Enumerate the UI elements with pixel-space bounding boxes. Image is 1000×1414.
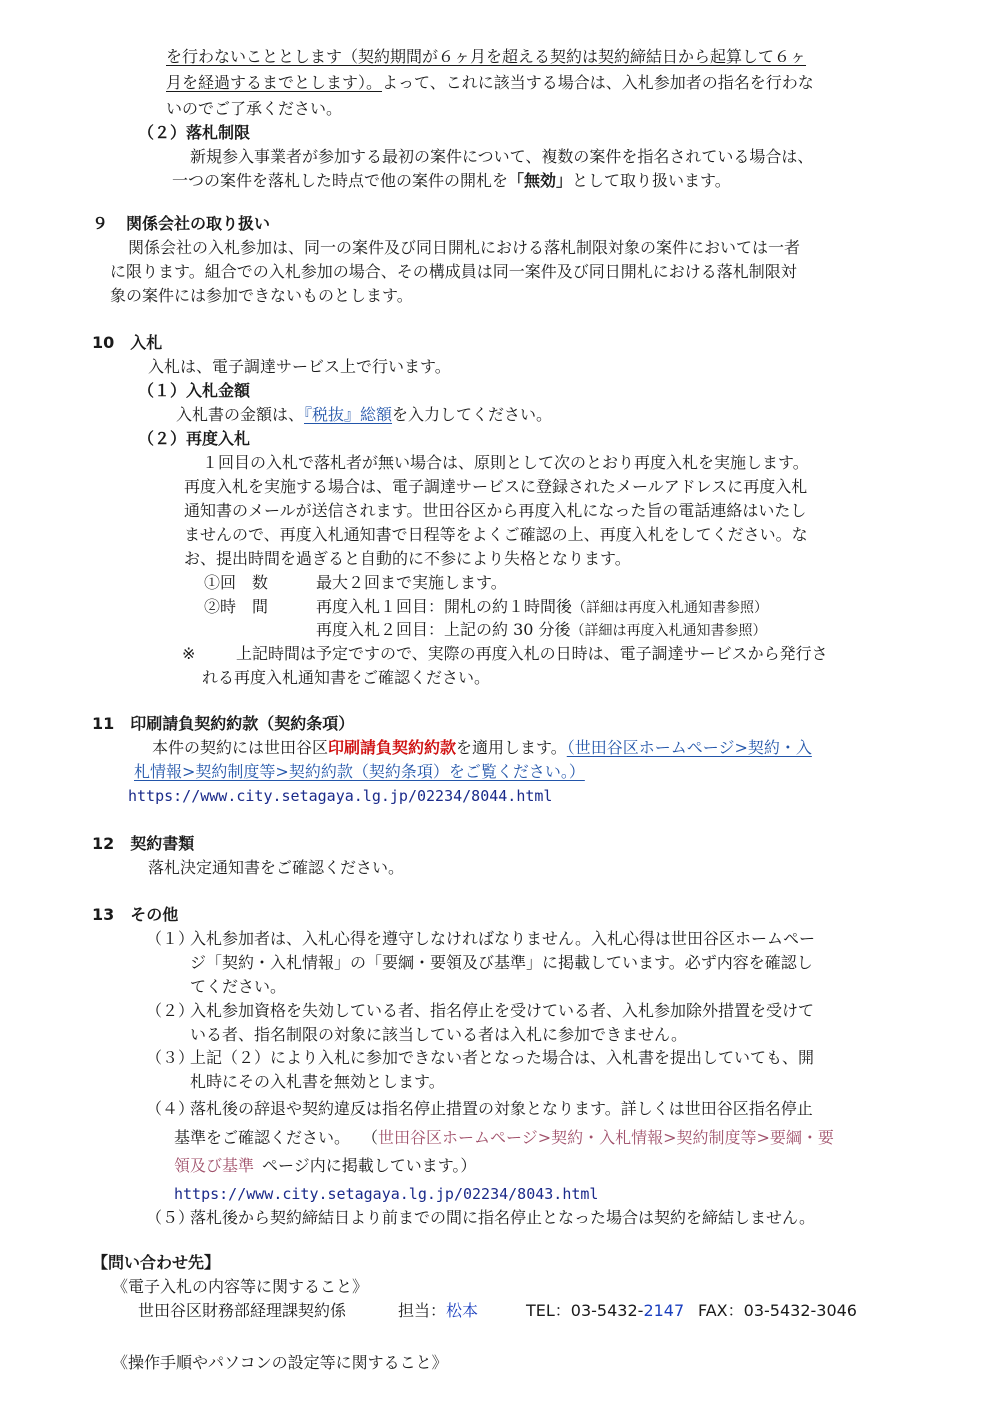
section-12-number: 12 <box>92 834 115 853</box>
section-13-title: その他 <box>130 905 179 924</box>
time-value-2 <box>316 619 767 642</box>
contact-heading: 【問い合わせ先】 <box>92 1253 221 1272</box>
saido-p2: 再度入札を実施する場合は、電子調達サービスに登録されたメールアドレスに再度入札 <box>184 477 808 496</box>
kingaku-text-b: を入力してください。 <box>392 405 553 424</box>
nyusatsu-kingaku-heading: （１）入札金額 <box>138 381 251 400</box>
section-11-number: 11 <box>92 714 115 733</box>
contact-fax: FAX：03-5432-3046 <box>698 1301 857 1320</box>
section-13-heading <box>92 904 178 926</box>
time-value-1-text: 再度入札１回目：開札の約１時間後 <box>316 597 573 616</box>
item-2-number: （２） <box>146 1001 195 1020</box>
item-1-line-1: 入札参加者は、入札心得を遵守しなければなりません。入札心得は世田谷区ホームペー <box>190 929 815 948</box>
section-9-number: ９ <box>92 214 109 233</box>
time-label: ②時 間 <box>204 597 269 616</box>
mukou-emphasis: 「無効」 <box>508 171 573 190</box>
contact-person <box>398 1300 478 1322</box>
section-13-number: 13 <box>92 905 115 924</box>
item-1-line-2: ジ「契約・入札情報」の「要綱・要領及び基準」に掲載しています。必ず内容を確認し <box>190 953 813 972</box>
top-line-1 <box>166 46 806 68</box>
kingaku-text-a: 入札書の金額は、 <box>176 405 305 424</box>
time-value-2-note: （詳細は再度入札通知書参照） <box>570 623 767 639</box>
saido-p1: １回目の入札で落札者が無い場合は、原則として次のとおり再度入札を実施します。 <box>202 453 809 472</box>
top-line-1-text: を行わないこととします（契約期間が６ヶ月を超える契約は契約締結日から起算して６ヶ <box>166 47 807 66</box>
zeinuki-sogaku-link[interactable]: 『税抜』総額 <box>304 405 393 424</box>
contact-subheading-2: 《操作手順やパソコンの設定等に関すること》 <box>112 1353 448 1372</box>
section-12-title: 契約書類 <box>130 834 195 853</box>
contact-person-name: 松本 <box>446 1301 479 1320</box>
contact-tel <box>526 1300 684 1322</box>
item-2-line-1: 入札参加資格を失効している者、指名停止を受けている者、入札参加除外措置を受けて <box>190 1001 815 1020</box>
shimei-teishi-url[interactable]: https://www.city.setagaya.lg.jp/02234/8043.html <box>174 1185 599 1203</box>
top-line-2-underlined: 月を経過するまでとします）。 <box>166 73 383 92</box>
item-4-text-b: ページ内に掲載しています。） <box>262 1156 477 1175</box>
section-11-line-1 <box>152 737 812 759</box>
rakusatsu-seigen-line-1: 新規参入事業者が参加する最初の案件について、複数の案件を指名されている場合は、 <box>190 147 814 166</box>
top-line-3: いのでご了承ください。 <box>166 99 343 118</box>
note-mark: ※ <box>182 644 196 663</box>
item-5-line-1: 落札後から契約締結日より前までの間に指名停止となった場合は契約を締結しません。 <box>190 1208 815 1227</box>
time-value-1-note: （詳細は再度入札通知書参照） <box>572 600 769 616</box>
top-line-2 <box>166 72 814 94</box>
section-9-title: 関係会社の取り扱い <box>126 214 271 233</box>
item-4-paren-open: （ <box>362 1128 379 1147</box>
shimei-teishi-link-line-2[interactable]: 領及び基準 <box>174 1156 255 1175</box>
yakkan-link-line-2[interactable]: 札情報>契約制度等>契約約款（契約条項）をご覧ください。） <box>134 762 585 781</box>
rakusatsu-seigen-text-c: として取り扱います。 <box>572 171 731 190</box>
section-12-text: 落札決定通知書をご確認ください。 <box>148 858 405 877</box>
yakkan-name: 印刷請負契約約款 <box>328 738 457 757</box>
count-label: ①回 数 <box>204 573 269 592</box>
section-9-line-1: 関係会社の入札参加は、同一の案件及び同日開札における落札制限対象の案件においては一者 <box>128 238 801 257</box>
section-10-number: 10 <box>92 333 115 352</box>
time-value-2-text: 再度入札２回目：上記の約 30 分後 <box>316 620 571 639</box>
section-10-title: 入札 <box>130 333 163 352</box>
saido-p4: ませんので、再度入札通知書で日程等をよくご確認の上、再度入札をしてください。な <box>184 525 808 544</box>
section-11-line-2 <box>134 761 585 783</box>
item-3-number: （３） <box>146 1048 195 1067</box>
contact-subheading-1: 《電子入札の内容等に関すること》 <box>112 1277 369 1296</box>
item-1-line-3: てください。 <box>190 977 287 996</box>
contact-tel-label: TEL：03-5432- <box>526 1301 644 1320</box>
item-4-line-1: 落札後の辞退や契約違反は指名停止措置の対象となります。詳しくは世田谷区指名停止 <box>190 1099 813 1118</box>
rakusatsu-seigen-heading: （２）落札制限 <box>138 123 251 142</box>
section-11-title: 印刷請負契約約款（契約条項） <box>130 714 355 733</box>
section-11-heading <box>92 713 354 735</box>
section-11-text-a: 本件の契約には世田谷区 <box>152 738 329 757</box>
saido-nyusatsu-heading: （２）再度入札 <box>138 429 251 448</box>
rakusatsu-seigen-text-a: 一つの案件を落札した時点で他の案件の開札を <box>172 171 509 190</box>
nyusatsu-kingaku-text <box>176 404 552 426</box>
section-11-text-b: を適用します。 <box>456 738 567 757</box>
note-line-1: 上記時間は予定ですので、実際の再度入札の日時は、電子調達サービスから発行さ <box>236 644 828 663</box>
contact-person-label: 担当： <box>398 1301 447 1320</box>
section-9-line-3: 象の案件には参加できないものとします。 <box>110 286 413 305</box>
yakkan-link-line-1[interactable]: （世田谷区ホームページ>契約・入 <box>566 738 812 757</box>
item-4-line-3 <box>174 1155 476 1177</box>
shimei-teishi-link-line-1[interactable]: 世田谷区ホームページ>契約・入札情報>契約制度等>要綱・要 <box>378 1128 834 1147</box>
count-value: 最大２回まで実施します。 <box>316 573 507 592</box>
contact-tel-ext: 2147 <box>643 1301 685 1320</box>
rakusatsu-seigen-line-2 <box>172 170 731 192</box>
section-12-heading <box>92 833 194 855</box>
item-4-number: （４） <box>146 1099 195 1118</box>
item-4-line-2 <box>174 1127 834 1149</box>
item-2-line-2: いる者、指名制限の対象に該当している者は入札に参加できません。 <box>190 1025 687 1044</box>
section-9-heading <box>92 213 270 235</box>
saido-p3: 通知書のメールが送信されます。世田谷区から再度入札になった旨の電話連絡はいたし <box>184 501 807 520</box>
item-3-line-2: 札時にその入札書を無効とします。 <box>190 1072 445 1091</box>
yakkan-url[interactable]: https://www.city.setagaya.lg.jp/02234/8044.html <box>128 787 553 805</box>
note-line-2: れる再度入札通知書をご確認ください。 <box>202 668 491 687</box>
saido-p5: お、提出時間を過ぎると自動的に不参により失格となります。 <box>184 549 631 568</box>
section-10-heading <box>92 332 162 354</box>
item-1-number: （１） <box>146 929 195 948</box>
time-value-1 <box>316 596 768 619</box>
item-5-number: （５） <box>146 1208 195 1227</box>
item-4-text-a: 基準をご確認ください。 <box>174 1128 351 1147</box>
top-line-2-text: よって、これに該当する場合は、入札参加者の指名を行わな <box>382 73 814 92</box>
contact-dept: 世田谷区財務部経理課契約係 <box>138 1301 347 1320</box>
item-3-line-1: 上記（２）により入札に参加できない者となった場合は、入札書を提出していても、開 <box>190 1048 815 1067</box>
section-9-line-2: に限ります。組合での入札参加の場合、その構成員は同一案件及び同日開札における落札制限対 <box>110 262 797 281</box>
section-10-intro: 入札は、電子調達サービス上で行います。 <box>148 357 451 376</box>
